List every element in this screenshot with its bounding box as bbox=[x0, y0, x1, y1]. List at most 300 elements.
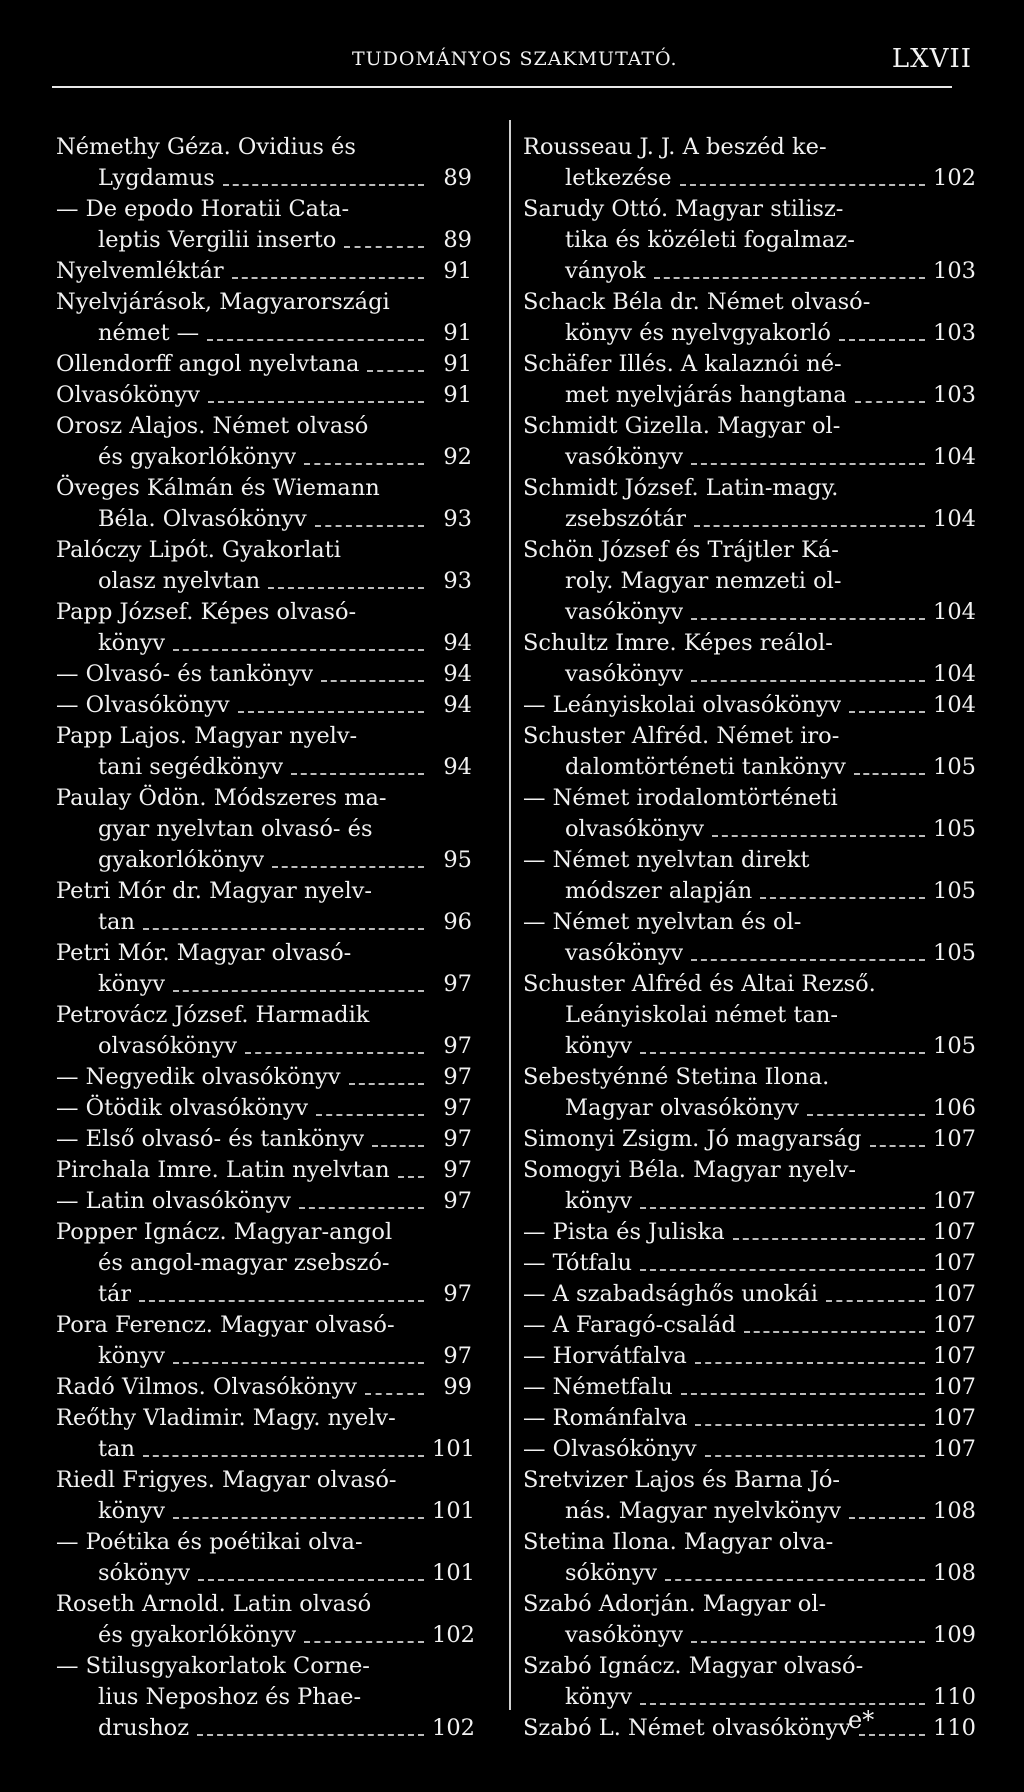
leader-dots bbox=[640, 1207, 925, 1209]
entry-text: olvasókönyv bbox=[98, 1033, 238, 1059]
entry-text: könyv bbox=[565, 1188, 633, 1214]
entry-page-number: 94 bbox=[443, 754, 472, 780]
entry-page-number: 91 bbox=[443, 258, 472, 284]
leader-dots bbox=[855, 401, 925, 403]
leader-dots bbox=[691, 959, 925, 961]
entry-text: Schuster Alfréd és Altai Rezső. bbox=[523, 971, 876, 997]
index-entry bbox=[523, 1558, 976, 1589]
entry-text: Roseth Arnold. Latin olvasó bbox=[56, 1591, 372, 1617]
entry-text: Pora Ferencz. Magyar olvasó- bbox=[56, 1312, 395, 1338]
leader-dots bbox=[870, 1145, 925, 1147]
index-entry bbox=[56, 1000, 472, 1031]
index-entry bbox=[523, 721, 973, 752]
entry-text: lius Neposhoz és Phae- bbox=[98, 1684, 362, 1710]
entry-text: Sretvizer Lajos és Barna Jó- bbox=[523, 1467, 841, 1493]
entry-text: — Ötödik olvasókönyv bbox=[56, 1095, 309, 1121]
leader-dots bbox=[695, 1362, 925, 1364]
entry-page-number: 91 bbox=[443, 320, 472, 346]
entry-text: — A Faragó-család bbox=[523, 1312, 736, 1338]
entry-text: — Első olvasó- és tankönyv bbox=[56, 1126, 365, 1152]
entry-page-number: 101 bbox=[432, 1560, 475, 1586]
entry-text: — Románfalva bbox=[523, 1405, 688, 1431]
entry-page-number: 103 bbox=[933, 320, 976, 346]
entry-text: tan bbox=[98, 1436, 135, 1462]
entry-text: Petri Mór. Magyar olvasó- bbox=[56, 940, 352, 966]
entry-text: vasókönyv bbox=[565, 940, 684, 966]
entry-text: Olvasókönyv bbox=[56, 382, 200, 408]
entry-text: Béla. Olvasókönyv bbox=[98, 506, 307, 532]
entry-text: Schultz Imre. Képes reálol- bbox=[523, 630, 833, 656]
index-entry bbox=[523, 1062, 973, 1093]
entry-text: Radó Vilmos. Olvasókönyv bbox=[56, 1374, 357, 1400]
index-entry bbox=[523, 1155, 973, 1186]
index-entry bbox=[56, 1496, 475, 1527]
entry-page-number: 107 bbox=[933, 1188, 976, 1214]
leader-dots bbox=[316, 1114, 424, 1116]
index-entry bbox=[523, 1403, 976, 1434]
index-entry bbox=[523, 1000, 973, 1031]
index-entry bbox=[56, 194, 472, 225]
entry-text: Schmidt Gizella. Magyar ol- bbox=[523, 413, 841, 439]
entry-text: Somogyi Béla. Magyar nyelv- bbox=[523, 1157, 856, 1183]
entry-page-number: 102 bbox=[933, 165, 976, 191]
entry-text: Stetina Ilona. Magyar olva- bbox=[523, 1529, 834, 1555]
entry-page-number: 104 bbox=[933, 506, 976, 532]
index-entry bbox=[523, 1465, 973, 1496]
entry-text: Szabó Adorján. Magyar ol- bbox=[523, 1591, 827, 1617]
index-entry bbox=[523, 659, 976, 690]
entry-page-number: 95 bbox=[443, 847, 472, 873]
leader-dots bbox=[304, 1641, 424, 1643]
entry-text: — Negyedik olvasókönyv bbox=[56, 1064, 341, 1090]
entry-text: könyv bbox=[98, 630, 166, 656]
entry-page-number: 104 bbox=[933, 599, 976, 625]
index-entry bbox=[56, 938, 472, 969]
leader-dots bbox=[705, 1455, 925, 1457]
index-entry bbox=[523, 1341, 976, 1372]
index-entry bbox=[56, 659, 472, 690]
leader-dots bbox=[665, 1579, 925, 1581]
entry-page-number: 105 bbox=[933, 878, 976, 904]
index-entry bbox=[56, 1217, 472, 1248]
entry-text: nás. Magyar nyelvkönyv bbox=[565, 1498, 842, 1524]
column-divider bbox=[509, 120, 511, 1710]
index-entry bbox=[523, 194, 973, 225]
leader-dots bbox=[744, 1331, 925, 1333]
entry-text: gyar nyelvtan olvasó- és bbox=[98, 816, 373, 842]
entry-page-number: 107 bbox=[933, 1374, 976, 1400]
entry-page-number: 97 bbox=[443, 1343, 472, 1369]
index-entry bbox=[56, 1589, 472, 1620]
index-entry bbox=[56, 1093, 472, 1124]
index-entry bbox=[56, 1155, 472, 1186]
index-entry bbox=[523, 318, 976, 349]
index-entry bbox=[56, 1279, 472, 1310]
entry-page-number: 103 bbox=[933, 258, 976, 284]
entry-text: Szabó L. Német olvasókönyv bbox=[523, 1715, 851, 1741]
entry-text: tár bbox=[98, 1281, 132, 1307]
index-entry bbox=[56, 349, 472, 380]
entry-text: könyv bbox=[565, 1033, 633, 1059]
index-entry bbox=[56, 1248, 472, 1279]
entry-text: — Német irodalomtörténeti bbox=[523, 785, 838, 811]
entry-text: roly. Magyar nemzeti ol- bbox=[565, 568, 842, 594]
index-entry bbox=[56, 1682, 472, 1713]
entry-text: gyakorlókönyv bbox=[98, 847, 265, 873]
leader-dots bbox=[238, 711, 424, 713]
leader-dots bbox=[207, 339, 424, 341]
index-entry bbox=[56, 566, 472, 597]
index-entry bbox=[523, 1372, 976, 1403]
index-entry bbox=[523, 535, 973, 566]
entry-page-number: 97 bbox=[443, 1033, 472, 1059]
index-entry bbox=[56, 721, 472, 752]
entry-page-number: 105 bbox=[933, 816, 976, 842]
entry-text: Öveges Kálmán és Wiemann bbox=[56, 475, 380, 501]
leader-dots bbox=[367, 370, 424, 372]
leader-dots bbox=[826, 1300, 925, 1302]
index-entry bbox=[523, 1651, 973, 1682]
leader-dots bbox=[173, 649, 424, 651]
entry-text: — Horvátfalva bbox=[523, 1343, 687, 1369]
index-entry bbox=[56, 752, 472, 783]
index-entry bbox=[56, 1124, 472, 1155]
entry-text: met nyelvjárás hangtana bbox=[565, 382, 847, 408]
entry-page-number: 110 bbox=[933, 1715, 976, 1741]
index-entry bbox=[56, 969, 472, 1000]
entry-text: — Latin olvasókönyv bbox=[56, 1188, 291, 1214]
entry-text: Papp Lajos. Magyar nyelv- bbox=[56, 723, 358, 749]
leader-dots bbox=[143, 928, 424, 930]
entry-text: Leányiskolai német tan- bbox=[565, 1002, 838, 1028]
entry-text: Némethy Géza. Ovidius és bbox=[56, 134, 356, 160]
entry-text: Petri Mór dr. Magyar nyelv- bbox=[56, 878, 372, 904]
index-entry bbox=[56, 1527, 472, 1558]
entry-page-number: 93 bbox=[443, 568, 472, 594]
entry-page-number: 94 bbox=[443, 630, 472, 656]
index-entry bbox=[523, 566, 973, 597]
entry-text: Nyelvemléktár bbox=[56, 258, 224, 284]
entry-text: és gyakorlókönyv bbox=[98, 1622, 297, 1648]
entry-text: Lygdamus bbox=[98, 165, 215, 191]
leader-dots bbox=[640, 1703, 925, 1705]
index-entry bbox=[523, 783, 973, 814]
entry-text: Schack Béla dr. Német olvasó- bbox=[523, 289, 871, 315]
entry-text: Simonyi Zsigm. Jó magyarság bbox=[523, 1126, 862, 1152]
entry-text: könyv bbox=[98, 1498, 166, 1524]
entry-text: vasókönyv bbox=[565, 444, 684, 470]
index-entry bbox=[56, 1651, 472, 1682]
entry-page-number: 105 bbox=[933, 1033, 976, 1059]
index-entry bbox=[56, 1403, 472, 1434]
entry-text: — Németfalu bbox=[523, 1374, 673, 1400]
index-entry bbox=[56, 1341, 472, 1372]
leader-dots bbox=[315, 525, 424, 527]
index-entry bbox=[523, 1620, 976, 1651]
entry-text: — Pista és Juliska bbox=[523, 1219, 725, 1245]
index-entry bbox=[56, 1372, 472, 1403]
leader-dots bbox=[654, 277, 925, 279]
leader-dots bbox=[854, 773, 925, 775]
leader-dots bbox=[849, 711, 925, 713]
entry-text: — Tótfalu bbox=[523, 1250, 632, 1276]
entry-page-number: 91 bbox=[443, 351, 472, 377]
entry-page-number: 104 bbox=[933, 444, 976, 470]
leader-dots bbox=[173, 1362, 424, 1364]
entry-text: Riedl Frigyes. Magyar olvasó- bbox=[56, 1467, 397, 1493]
entry-text: olvasókönyv bbox=[565, 816, 705, 842]
entry-page-number: 104 bbox=[933, 661, 976, 687]
entry-text: — De epodo Horatii Cata- bbox=[56, 196, 350, 222]
entry-text: Petrovácz József. Harmadik bbox=[56, 1002, 370, 1028]
index-entry bbox=[523, 690, 976, 721]
leader-dots bbox=[344, 246, 424, 248]
entry-page-number: 99 bbox=[443, 1374, 472, 1400]
entry-text: Paulay Ödön. Módszeres ma- bbox=[56, 785, 387, 811]
index-entry bbox=[56, 1713, 475, 1744]
index-entry bbox=[56, 628, 472, 659]
leader-dots bbox=[733, 1238, 925, 1240]
leader-dots bbox=[849, 1517, 925, 1519]
entry-text: vasókönyv bbox=[565, 661, 684, 687]
leader-dots bbox=[291, 773, 424, 775]
entry-text: Reőthy Vladimir. Magy. nyelv- bbox=[56, 1405, 396, 1431]
entry-page-number: 105 bbox=[933, 940, 976, 966]
entry-text: német — bbox=[98, 320, 200, 346]
entry-page-number: 101 bbox=[432, 1436, 475, 1462]
index-entry bbox=[523, 938, 976, 969]
entry-page-number: 108 bbox=[933, 1498, 976, 1524]
index-entry bbox=[523, 256, 976, 287]
index-entry bbox=[523, 380, 976, 411]
entry-text: könyv és nyelvgyakorló bbox=[565, 320, 831, 346]
entry-page-number: 103 bbox=[933, 382, 976, 408]
index-column-left bbox=[56, 132, 475, 1741]
index-entry bbox=[56, 876, 472, 907]
entry-page-number: 93 bbox=[443, 506, 472, 532]
signature-mark: e* bbox=[848, 1706, 875, 1734]
entry-page-number: 97 bbox=[443, 1188, 472, 1214]
index-entry bbox=[523, 628, 973, 659]
entry-text: Papp József. Képes olvasó- bbox=[56, 599, 357, 625]
index-column-right bbox=[523, 132, 976, 1741]
index-entry bbox=[523, 1248, 976, 1279]
entry-page-number: 107 bbox=[933, 1343, 976, 1369]
entry-text: sókönyv bbox=[565, 1560, 658, 1586]
entry-text: — Leányiskolai olvasókönyv bbox=[523, 692, 842, 718]
leader-dots bbox=[232, 277, 424, 279]
leader-dots bbox=[245, 1052, 424, 1054]
page-number: LXVII bbox=[891, 44, 972, 74]
index-entry bbox=[523, 1310, 976, 1341]
index-entry bbox=[523, 411, 973, 442]
index-entry bbox=[56, 504, 472, 535]
page-header bbox=[52, 44, 972, 84]
index-entry bbox=[56, 1558, 475, 1589]
index-entry bbox=[523, 1031, 976, 1062]
index-entry bbox=[56, 845, 472, 876]
index-entry bbox=[56, 690, 472, 721]
entry-text: — A szabadsághős unokái bbox=[523, 1281, 818, 1307]
entry-text: letkezése bbox=[565, 165, 672, 191]
index-entry bbox=[56, 380, 472, 411]
entry-page-number: 105 bbox=[933, 754, 976, 780]
entry-text: Schäfer Illés. A kalaznói né- bbox=[523, 351, 842, 377]
index-entry bbox=[56, 287, 472, 318]
index-entry bbox=[56, 1434, 475, 1465]
entry-text: — Poétika és poétikai olva- bbox=[56, 1529, 363, 1555]
index-entry bbox=[523, 473, 973, 504]
index-entry bbox=[523, 969, 973, 1000]
index-entry bbox=[523, 504, 976, 535]
entry-page-number: 108 bbox=[933, 1560, 976, 1586]
entry-text: sókönyv bbox=[98, 1560, 191, 1586]
leader-dots bbox=[139, 1300, 424, 1302]
entry-text: módszer alapján bbox=[565, 878, 753, 904]
index-entry bbox=[523, 1279, 976, 1310]
index-entry bbox=[523, 163, 976, 194]
entry-text: könyv bbox=[565, 1684, 633, 1710]
entry-text: ványok bbox=[565, 258, 646, 284]
index-entry bbox=[523, 752, 976, 783]
leader-dots bbox=[681, 1393, 925, 1395]
leader-dots bbox=[173, 990, 424, 992]
index-entry bbox=[523, 442, 976, 473]
entry-text: Popper Ignácz. Magyar-angol bbox=[56, 1219, 393, 1245]
index-entry bbox=[523, 287, 973, 318]
index-entry bbox=[523, 1496, 976, 1527]
entry-text: és angol-magyar zsebszó- bbox=[98, 1250, 390, 1276]
header-rule bbox=[52, 86, 952, 88]
leader-dots bbox=[691, 618, 925, 620]
entry-text: — Olvasókönyv bbox=[523, 1436, 697, 1462]
entry-text: — Német nyelvtan direkt bbox=[523, 847, 810, 873]
index-entry bbox=[523, 1217, 976, 1248]
entry-text: Nyelvjárások, Magyarországi bbox=[56, 289, 390, 315]
index-entry bbox=[56, 473, 472, 504]
entry-page-number: 89 bbox=[443, 165, 472, 191]
index-entry bbox=[56, 1031, 472, 1062]
index-entry bbox=[523, 225, 973, 256]
leader-dots bbox=[304, 463, 424, 465]
index-entry bbox=[56, 1186, 472, 1217]
running-title: TUDOMÁNYOS SZAKMUTATÓ. bbox=[352, 48, 678, 70]
index-entry bbox=[56, 318, 472, 349]
leader-dots bbox=[143, 1455, 424, 1457]
index-entry bbox=[523, 1186, 976, 1217]
index-entry bbox=[523, 845, 973, 876]
index-entry bbox=[56, 814, 472, 845]
entry-page-number: 89 bbox=[443, 227, 472, 253]
entry-text: Schmidt József. Latin-magy. bbox=[523, 475, 839, 501]
entry-page-number: 107 bbox=[933, 1436, 976, 1462]
leader-dots bbox=[695, 1424, 925, 1426]
index-entry bbox=[56, 442, 472, 473]
entry-page-number: 101 bbox=[432, 1498, 475, 1524]
entry-page-number: 97 bbox=[443, 971, 472, 997]
leader-dots bbox=[365, 1393, 424, 1395]
entry-text: Schön József és Trájtler Ká- bbox=[523, 537, 839, 563]
index-entry bbox=[56, 535, 472, 566]
entry-page-number: 97 bbox=[443, 1095, 472, 1121]
leader-dots bbox=[398, 1176, 424, 1178]
entry-text: tani segédkönyv bbox=[98, 754, 284, 780]
index-entry bbox=[56, 411, 472, 442]
index-entry bbox=[56, 132, 472, 163]
leader-dots bbox=[640, 1269, 925, 1271]
index-entry bbox=[523, 132, 973, 163]
entry-text: és gyakorlókönyv bbox=[98, 444, 297, 470]
leader-dots bbox=[691, 463, 925, 465]
index-entry bbox=[56, 783, 472, 814]
index-entry bbox=[523, 814, 976, 845]
leader-dots bbox=[839, 339, 925, 341]
entry-text: Szabó Ignácz. Magyar olvasó- bbox=[523, 1653, 864, 1679]
entry-page-number: 107 bbox=[933, 1405, 976, 1431]
index-entry bbox=[56, 1620, 475, 1651]
index-entry bbox=[523, 1093, 976, 1124]
index-entry bbox=[523, 1589, 973, 1620]
entry-page-number: 109 bbox=[933, 1622, 976, 1648]
index-entry bbox=[56, 1310, 472, 1341]
leader-dots bbox=[807, 1114, 925, 1116]
entry-text: — Stilusgyakorlatok Corne- bbox=[56, 1653, 370, 1679]
entry-page-number: 96 bbox=[443, 909, 472, 935]
index-entry bbox=[523, 907, 973, 938]
index-entry bbox=[523, 349, 973, 380]
index-entry bbox=[523, 1682, 976, 1713]
entry-text: vasókönyv bbox=[565, 599, 684, 625]
entry-page-number: 97 bbox=[443, 1126, 472, 1152]
leader-dots bbox=[349, 1083, 424, 1085]
index-entry bbox=[56, 1062, 472, 1093]
entry-text: dalomtörténeti tankönyv bbox=[565, 754, 846, 780]
entry-page-number: 97 bbox=[443, 1281, 472, 1307]
entry-page-number: 97 bbox=[443, 1064, 472, 1090]
entry-text: vasókönyv bbox=[565, 1622, 684, 1648]
index-entry bbox=[56, 907, 472, 938]
leader-dots bbox=[198, 1579, 424, 1581]
entry-text: leptis Vergilii inserto bbox=[98, 227, 337, 253]
entry-page-number: 94 bbox=[443, 661, 472, 687]
entry-page-number: 107 bbox=[933, 1281, 976, 1307]
entry-page-number: 107 bbox=[933, 1219, 976, 1245]
entry-text: olasz nyelvtan bbox=[98, 568, 261, 594]
leader-dots bbox=[694, 525, 925, 527]
index-entry bbox=[523, 597, 976, 628]
leader-dots bbox=[691, 680, 925, 682]
entry-page-number: 94 bbox=[443, 692, 472, 718]
index-entry bbox=[56, 597, 472, 628]
index-entry bbox=[523, 1434, 976, 1465]
entry-text: Pirchala Imre. Latin nyelvtan bbox=[56, 1157, 390, 1183]
entry-text: Sarudy Ottó. Magyar stilisz- bbox=[523, 196, 844, 222]
entry-text: Palóczy Lipót. Gyakorlati bbox=[56, 537, 341, 563]
entry-text: drushoz bbox=[98, 1715, 190, 1741]
leader-dots bbox=[299, 1207, 424, 1209]
entry-page-number: 106 bbox=[933, 1095, 976, 1121]
leader-dots bbox=[223, 184, 424, 186]
leader-dots bbox=[321, 680, 424, 682]
index-entry bbox=[56, 163, 472, 194]
entry-page-number: 107 bbox=[933, 1312, 976, 1338]
entry-text: Magyar olvasókönyv bbox=[565, 1095, 799, 1121]
entry-page-number: 104 bbox=[933, 692, 976, 718]
entry-text: könyv bbox=[98, 971, 166, 997]
leader-dots bbox=[680, 184, 925, 186]
entry-page-number: 102 bbox=[432, 1622, 475, 1648]
index-entry bbox=[56, 1465, 472, 1496]
